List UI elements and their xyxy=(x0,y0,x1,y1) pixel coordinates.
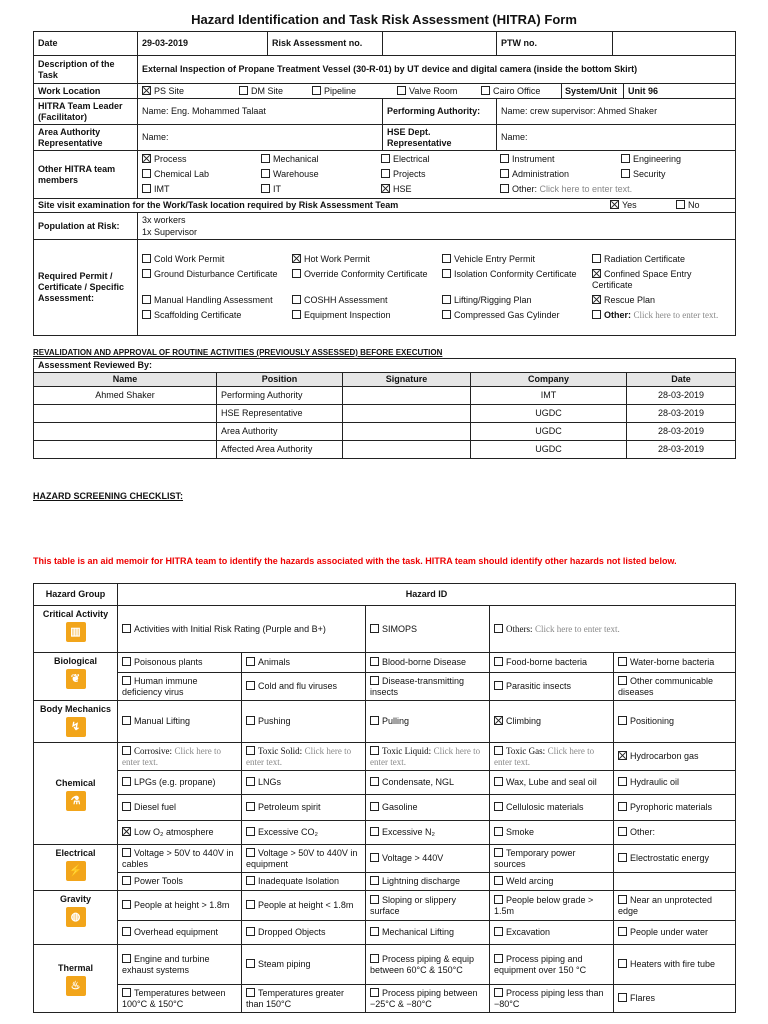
checkbox-icon xyxy=(246,827,255,836)
checkbox-icon xyxy=(592,310,601,319)
checkbox-icon xyxy=(494,657,503,666)
review-cell-name[interactable] xyxy=(34,405,217,423)
checked-box-icon xyxy=(142,154,151,163)
hz-chem-14[interactable]: Cellulosic materials xyxy=(490,795,614,821)
population-supervisor: 1x Supervisor xyxy=(142,227,198,237)
permit-radiation[interactable]: Radiation Certificate xyxy=(592,254,732,265)
team-electrical[interactable]: Electrical xyxy=(381,152,500,167)
system-unit-label: System/Unit xyxy=(561,84,624,98)
checkbox-icon xyxy=(370,895,379,904)
hz-critical-1[interactable]: Activities with Initial Risk Rating (Purple and B+) xyxy=(118,606,366,653)
checkbox-icon xyxy=(246,716,255,725)
checkbox-icon xyxy=(370,827,379,836)
review-table xyxy=(33,358,736,459)
hz-grav-8[interactable]: Mechanical Lifting xyxy=(366,921,490,945)
hse-value[interactable]: Name: xyxy=(497,125,736,151)
checkbox-icon xyxy=(292,269,301,278)
checkbox-icon xyxy=(122,927,131,936)
checkbox-icon xyxy=(618,716,627,725)
group-gravity: Gravity xyxy=(59,894,92,904)
checkbox-icon xyxy=(442,310,451,319)
checkbox-icon xyxy=(122,746,131,755)
checkbox-icon xyxy=(370,927,379,936)
checkbox-icon xyxy=(246,876,255,885)
hazard-id-header: Hazard ID xyxy=(118,584,736,606)
checkbox-icon xyxy=(494,848,503,857)
checkbox-icon xyxy=(122,777,131,786)
header-table xyxy=(33,31,736,336)
team-it[interactable]: IT xyxy=(261,182,381,197)
hz-grav-6[interactable]: Overhead equipment xyxy=(118,921,242,945)
hz-therm-7[interactable]: Temperatures greater than 150°C xyxy=(242,985,366,1013)
review-cell-name[interactable]: Ahmed Shaker xyxy=(34,387,217,405)
hz-therm-4[interactable]: Process piping and equipment over 150 °C xyxy=(490,945,614,985)
team-hse[interactable]: HSE xyxy=(381,182,500,197)
checkbox-icon xyxy=(592,254,601,263)
group-thermal: Thermal xyxy=(57,963,93,973)
checkbox-icon xyxy=(370,876,379,885)
hz-bio-5[interactable]: Water-borne bacteria xyxy=(614,653,736,673)
pa-label: Performing Authority: xyxy=(383,99,497,125)
work-location-label: Work Location xyxy=(34,84,138,99)
hz-critical-other[interactable]: Others: Click here to enter text. xyxy=(490,606,736,653)
team-security[interactable]: Security xyxy=(621,167,721,182)
permit-ground-disturbance[interactable]: Ground Disturbance Certificate xyxy=(142,269,292,291)
critical-activity-icon: ▥ xyxy=(66,622,86,642)
checkbox-icon xyxy=(246,988,255,997)
team-instrument[interactable]: Instrument xyxy=(500,152,621,167)
checked-box-icon xyxy=(592,295,601,304)
team-mechanical[interactable]: Mechanical xyxy=(261,152,381,167)
checkbox-icon xyxy=(370,746,379,755)
hz-body-5[interactable]: Positioning xyxy=(614,701,736,743)
permit-override-conformity[interactable]: Override Conformity Certificate xyxy=(292,269,442,291)
review-row xyxy=(34,387,736,405)
hz-elec-3[interactable]: Voltage > 440V xyxy=(366,845,490,873)
hz-bio-1[interactable]: Poisonous plants xyxy=(118,653,242,673)
review-cell-pos[interactable]: HSE Representative xyxy=(217,405,343,423)
hz-therm-5[interactable]: Heaters with fire tube xyxy=(614,945,736,985)
hz-chem-1[interactable]: Corrosive: Click here to enter text. xyxy=(118,743,242,771)
checkbox-icon xyxy=(122,802,131,811)
checkbox-icon xyxy=(122,716,131,725)
hz-grav-2[interactable]: People at height < 1.8m xyxy=(242,891,366,921)
hazard-table xyxy=(33,583,736,1013)
pa-value[interactable]: Name: crew supervisor: Ahmed Shaker xyxy=(497,99,736,125)
checklist-note: This table is an aid memoir for HITRA team to identify the hazards associated with the task. HITRA team should identify other hazards not listed below. xyxy=(33,556,677,566)
checkbox-icon xyxy=(618,676,627,685)
chemical-icon: ⚗ xyxy=(66,791,86,811)
checkbox-icon xyxy=(246,746,255,755)
checkbox-icon xyxy=(246,657,255,666)
checkbox-icon xyxy=(494,895,503,904)
checked-box-icon xyxy=(142,86,151,95)
checkbox-icon xyxy=(381,154,390,163)
site-visit-no[interactable]: No xyxy=(676,200,731,211)
ptw-label: PTW no. xyxy=(497,32,613,56)
hz-therm-3[interactable]: Process piping & equip between 60°C & 150°C xyxy=(366,945,490,985)
wl-valve[interactable]: Valve Room xyxy=(397,86,481,97)
hz-chem-4[interactable]: Toxic Gas: Click here to enter text. xyxy=(490,743,614,771)
team-chemical-lab[interactable]: Chemical Lab xyxy=(142,167,261,182)
permit-isolation-conformity[interactable]: Isolation Conformity Certificate xyxy=(442,269,592,291)
permit-hot-work[interactable]: Hot Work Permit xyxy=(292,254,442,265)
hz-bio-6[interactable]: Human immune deficiency virus xyxy=(118,673,242,701)
checkbox-icon xyxy=(494,624,503,633)
other-members-label: Other HITRA team members xyxy=(34,151,138,199)
review-col-signature: Signature xyxy=(343,373,471,387)
group-critical: Critical Activity xyxy=(42,609,109,619)
hz-therm-8[interactable]: Process piping between −25°C & −80°C xyxy=(366,985,490,1013)
checkbox-icon xyxy=(481,86,490,95)
checkbox-icon xyxy=(494,681,503,690)
hz-elec-1[interactable]: Voltage > 50V to 440V in cables xyxy=(118,845,242,873)
checkbox-icon xyxy=(618,959,627,968)
group-body-mechanics: Body Mechanics xyxy=(39,704,112,714)
hz-therm-9[interactable]: Process piping less than −80°C xyxy=(490,985,614,1013)
checkbox-icon xyxy=(618,993,627,1002)
checkbox-icon xyxy=(122,900,131,909)
leaf-icon: ❦ xyxy=(66,669,86,689)
hz-elec-9[interactable]: Weld arcing xyxy=(490,873,614,891)
team-warehouse[interactable]: Warehouse xyxy=(261,167,381,182)
population-label: Population at Risk: xyxy=(34,213,138,240)
permit-lifting-rigging[interactable]: Lifting/Rigging Plan xyxy=(442,295,592,306)
review-cell-date[interactable]: 28-03-2019 xyxy=(627,441,736,459)
desc-value[interactable]: External Inspection of Propane Treatment Vessel (30-R-01) by UT device and digital camera (inside the bottom Skirt) xyxy=(138,56,736,84)
hz-elec-7[interactable]: Inadequate Isolation xyxy=(242,873,366,891)
checkbox-icon xyxy=(246,848,255,857)
hz-grav-4[interactable]: People below grade > 1.5m xyxy=(490,891,614,921)
checkbox-icon xyxy=(370,676,379,685)
checkbox-icon xyxy=(142,169,151,178)
ra-value[interactable] xyxy=(383,32,497,56)
hz-elec-6[interactable]: Power Tools xyxy=(118,873,242,891)
checkbox-icon xyxy=(142,295,151,304)
checkbox-icon xyxy=(246,900,255,909)
hz-bio-3[interactable]: Blood-borne Disease xyxy=(366,653,490,673)
checkbox-icon xyxy=(494,954,503,963)
review-cell-pos[interactable]: Area Authority xyxy=(217,423,343,441)
lightning-icon: ⚡ xyxy=(66,861,86,881)
hz-therm-6[interactable]: Temperatures between 100°C & 150°C xyxy=(118,985,242,1013)
hz-grav-3[interactable]: Sloping or slippery surface xyxy=(366,891,490,921)
body-mechanics-icon: ↯ xyxy=(66,717,86,737)
aa-value[interactable]: Name: xyxy=(138,125,383,151)
hz-bio-7[interactable]: Cold and flu viruses xyxy=(242,673,366,701)
hz-body-1[interactable]: Manual Lifting xyxy=(118,701,242,743)
revalidation-heading: REVALIDATION AND APPROVAL OF ROUTINE ACTIVITIES (PREVIOUSLY ASSESSED) BEFORE EXECUTION xyxy=(33,348,443,357)
hz-chem-7[interactable]: LNGs xyxy=(242,771,366,795)
hz-chem-16[interactable]: Low O₂ atmosphere xyxy=(118,821,242,845)
permit-rescue-plan[interactable]: Rescue Plan xyxy=(592,295,732,306)
checkbox-icon xyxy=(246,959,255,968)
review-cell-co[interactable]: IMT xyxy=(471,387,627,405)
checkbox-icon xyxy=(618,927,627,936)
group-biological: Biological xyxy=(53,656,97,666)
leader-value[interactable]: Name: Eng. Mohammed Talaat xyxy=(138,99,383,125)
permit-scaffolding[interactable]: Scaffolding Certificate xyxy=(142,310,292,321)
hz-chem-3[interactable]: Toxic Liquid: Click here to enter text. xyxy=(366,743,490,771)
hz-elec-5[interactable]: Electrostatic energy xyxy=(614,845,736,873)
hz-grav-9[interactable]: Excavation xyxy=(490,921,614,945)
hz-simops[interactable]: SIMOPS xyxy=(366,606,490,653)
wl-pipeline[interactable]: Pipeline xyxy=(312,86,397,97)
site-visit-yes[interactable]: Yes xyxy=(610,200,676,211)
hz-chem-10[interactable]: Hydraulic oil xyxy=(614,771,736,795)
wl-ps[interactable]: PS Site xyxy=(138,86,239,97)
hz-chem-20[interactable]: Other: xyxy=(614,821,736,845)
population-workers: 3x workers xyxy=(142,215,186,225)
checkbox-icon xyxy=(122,954,131,963)
checked-box-icon xyxy=(122,827,131,836)
hz-body-4[interactable]: Climbing xyxy=(490,701,614,743)
review-cell-co[interactable]: UGDC xyxy=(471,423,627,441)
group-electrical: Electrical xyxy=(55,848,96,858)
checkbox-icon xyxy=(370,954,379,963)
checkbox-icon xyxy=(122,676,131,685)
hz-elec-empty xyxy=(614,873,736,891)
checkbox-icon xyxy=(618,777,627,786)
checkbox-icon xyxy=(370,853,379,862)
hz-therm-1[interactable]: Engine and turbine exhaust systems xyxy=(118,945,242,985)
checkbox-icon xyxy=(494,777,503,786)
team-projects[interactable]: Projects xyxy=(381,167,500,182)
reviewed-by-label: Assessment Reviewed By: xyxy=(34,359,736,373)
hz-elec-8[interactable]: Lightning discharge xyxy=(366,873,490,891)
checkbox-icon xyxy=(494,988,503,997)
hz-chem-19[interactable]: Smoke xyxy=(490,821,614,845)
date-label: Date xyxy=(34,32,138,56)
hz-chem-13[interactable]: Gasoline xyxy=(366,795,490,821)
checkbox-icon xyxy=(370,716,379,725)
checkbox-icon xyxy=(246,802,255,811)
review-cell-co[interactable]: UGDC xyxy=(471,441,627,459)
checkbox-icon xyxy=(142,184,151,193)
checkbox-icon xyxy=(246,927,255,936)
review-cell-date[interactable]: 28-03-2019 xyxy=(627,423,736,441)
group-chemical: Chemical xyxy=(55,778,96,788)
review-cell-name[interactable] xyxy=(34,441,217,459)
review-row xyxy=(34,441,736,459)
review-col-company: Company xyxy=(471,373,627,387)
checked-box-icon xyxy=(494,716,503,725)
wl-dm[interactable]: DM Site xyxy=(239,86,312,97)
hz-chem-18[interactable]: Excessive N₂ xyxy=(366,821,490,845)
hz-bio-10[interactable]: Other communicable diseases xyxy=(614,673,736,701)
hazard-group-header: Hazard Group xyxy=(34,584,118,606)
hz-chem-6[interactable]: LPGs (e.g. propane) xyxy=(118,771,242,795)
checkbox-icon xyxy=(246,777,255,786)
checkbox-icon xyxy=(292,310,301,319)
hz-bio-4[interactable]: Food-borne bacteria xyxy=(490,653,614,673)
checkbox-icon xyxy=(292,295,301,304)
form-title: Hazard Identification and Task Risk Assessment (HITRA) Form xyxy=(191,12,577,27)
checkbox-icon xyxy=(500,154,509,163)
review-cell-sig[interactable] xyxy=(343,405,471,423)
hz-chem-17[interactable]: Excessive CO₂ xyxy=(242,821,366,845)
checklist-heading: HAZARD SCREENING CHECKLIST: xyxy=(33,491,184,501)
hz-bio-9[interactable]: Parasitic insects xyxy=(490,673,614,701)
permit-vehicle-entry[interactable]: Vehicle Entry Permit xyxy=(442,254,592,265)
checked-box-icon xyxy=(292,254,301,263)
site-visit-label: Site visit examination for the Work/Task location required by Risk Assessment Team xyxy=(38,200,399,210)
checkbox-icon xyxy=(261,154,270,163)
hz-chem-9[interactable]: Wax, Lube and seal oil xyxy=(490,771,614,795)
permit-manual-handling[interactable]: Manual Handling Assessment xyxy=(142,295,292,306)
checkbox-icon xyxy=(618,827,627,836)
checkbox-icon xyxy=(621,154,630,163)
checkbox-icon xyxy=(239,86,248,95)
checkbox-icon xyxy=(142,254,151,263)
checked-box-icon xyxy=(618,751,627,760)
hz-chem-2[interactable]: Toxic Solid: Click here to enter text. xyxy=(242,743,366,771)
team-engineering[interactable]: Engineering xyxy=(621,152,721,167)
globe-icon: ◍ xyxy=(66,907,86,927)
team-process[interactable]: Process xyxy=(142,152,261,167)
review-cell-name[interactable] xyxy=(34,423,217,441)
desc-label: Description of the Task xyxy=(34,56,138,84)
permit-coshh[interactable]: COSHH Assessment xyxy=(292,295,442,306)
review-cell-co[interactable]: UGDC xyxy=(471,405,627,423)
ptw-value[interactable] xyxy=(613,32,736,56)
checkbox-icon xyxy=(494,876,503,885)
hz-therm-2[interactable]: Steam piping xyxy=(242,945,366,985)
checked-box-icon xyxy=(592,269,601,278)
review-cell-date[interactable]: 28-03-2019 xyxy=(627,387,736,405)
checkbox-icon xyxy=(261,169,270,178)
hz-grav-1[interactable]: People at height > 1.8m xyxy=(118,891,242,921)
permit-confined-space[interactable]: Confined Space Entry Certificate xyxy=(592,269,692,290)
review-cell-sig[interactable] xyxy=(343,441,471,459)
hz-bio-8[interactable]: Disease-transmitting insects xyxy=(366,673,490,701)
hz-grav-10[interactable]: People under water xyxy=(614,921,736,945)
review-cell-sig[interactable] xyxy=(343,387,471,405)
checkbox-icon xyxy=(246,681,255,690)
system-unit-value[interactable]: Unit 96 xyxy=(628,85,659,96)
aa-label: Area Authority Representative xyxy=(34,125,138,151)
permit-compressed-gas[interactable]: Compressed Gas Cylinder xyxy=(442,310,592,321)
permit-other[interactable]: Other: Click here to enter text. xyxy=(592,310,732,321)
checkbox-icon xyxy=(676,200,685,209)
checkbox-icon xyxy=(618,802,627,811)
checkbox-icon xyxy=(142,269,151,278)
checkbox-icon xyxy=(618,853,627,862)
hz-body-3[interactable]: Pulling xyxy=(366,701,490,743)
permit-equipment-inspection[interactable]: Equipment Inspection xyxy=(292,310,442,321)
leader-label: HITRA Team Leader (Facilitator) xyxy=(34,99,138,125)
checkbox-icon xyxy=(370,657,379,666)
permit-cold-work[interactable]: Cold Work Permit xyxy=(142,254,292,265)
hz-grav-7[interactable]: Dropped Objects xyxy=(242,921,366,945)
review-cell-pos[interactable]: Performing Authority xyxy=(217,387,343,405)
checkbox-icon xyxy=(122,657,131,666)
checkbox-icon xyxy=(122,876,131,885)
ra-label: Risk Assessment no. xyxy=(268,32,383,56)
hse-label: HSE Dept. Representative xyxy=(383,125,497,151)
review-row xyxy=(34,405,736,423)
checkbox-icon xyxy=(442,254,451,263)
team-other[interactable]: Other: Click here to enter text. xyxy=(500,182,721,197)
checkbox-icon xyxy=(618,657,627,666)
review-cell-date[interactable]: 28-03-2019 xyxy=(627,405,736,423)
checkbox-icon xyxy=(370,988,379,997)
hz-elec-2[interactable]: Voltage > 50V to 440V in equipment xyxy=(242,845,366,873)
hz-body-2[interactable]: Pushing xyxy=(242,701,366,743)
checkbox-icon xyxy=(442,295,451,304)
checkbox-icon xyxy=(500,169,509,178)
team-imt[interactable]: IMT xyxy=(142,182,261,197)
hz-chem-15[interactable]: Pyrophoric materials xyxy=(614,795,736,821)
checkbox-icon xyxy=(261,184,270,193)
checkbox-icon xyxy=(618,895,627,904)
flame-icon: ♨ xyxy=(66,976,86,996)
team-administration[interactable]: Administration xyxy=(500,167,621,182)
checkbox-icon xyxy=(312,86,321,95)
checkbox-icon xyxy=(370,777,379,786)
review-col-date: Date xyxy=(627,373,736,387)
hz-chem-5[interactable]: Hydrocarbon gas xyxy=(614,743,736,771)
hz-bio-2[interactable]: Animals xyxy=(242,653,366,673)
hz-grav-5[interactable]: Near an unprotected edge xyxy=(614,891,736,921)
hz-chem-11[interactable]: Diesel fuel xyxy=(118,795,242,821)
checkbox-icon xyxy=(621,169,630,178)
checkbox-icon xyxy=(397,86,406,95)
checkbox-icon xyxy=(500,184,509,193)
checkbox-icon xyxy=(442,269,451,278)
checkbox-icon xyxy=(122,848,131,857)
date-value[interactable]: 29-03-2019 xyxy=(138,32,268,56)
review-col-name: Name xyxy=(34,373,217,387)
wl-cairo[interactable]: Cairo Office xyxy=(481,86,561,97)
permit-label: Required Permit / Certificate / Specific Assessment: xyxy=(34,240,138,336)
checkbox-icon xyxy=(370,624,379,633)
checkbox-icon xyxy=(494,927,503,936)
checkbox-icon xyxy=(494,746,503,755)
hz-chem-8[interactable]: Condensate, NGL xyxy=(366,771,490,795)
review-col-position: Position xyxy=(217,373,343,387)
review-row xyxy=(34,423,736,441)
checked-box-icon xyxy=(381,184,390,193)
checkbox-icon xyxy=(494,827,503,836)
checkbox-icon xyxy=(381,169,390,178)
checkbox-icon xyxy=(494,802,503,811)
hz-therm-10[interactable]: Flares xyxy=(614,985,736,1013)
checkbox-icon xyxy=(370,802,379,811)
checked-box-icon xyxy=(610,200,619,209)
review-cell-pos[interactable]: Affected Area Authority xyxy=(217,441,343,459)
checkbox-icon xyxy=(142,310,151,319)
review-cell-sig[interactable] xyxy=(343,423,471,441)
hz-chem-12[interactable]: Petroleum spirit xyxy=(242,795,366,821)
checkbox-icon xyxy=(122,624,131,633)
checkbox-icon xyxy=(122,988,131,997)
hz-elec-4[interactable]: Temporary power sources xyxy=(490,845,614,873)
